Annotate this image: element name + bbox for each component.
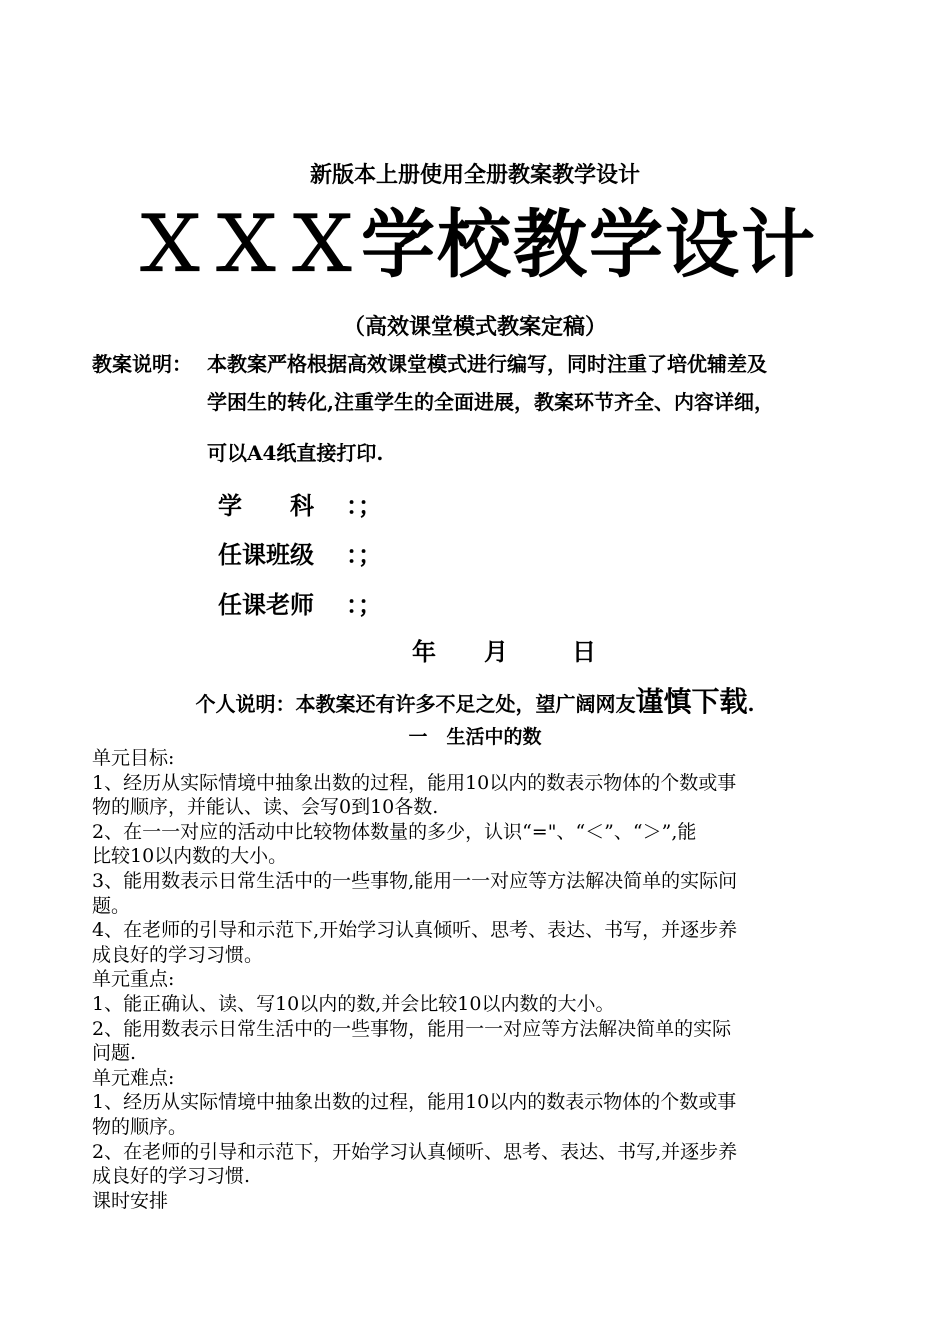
section-title: 一 生活中的数 xyxy=(408,726,542,748)
body-line: 1、经历从实际情境中抽象出数的过程，能用10以内的数表示物体的个数或事 xyxy=(92,771,737,794)
body-line: 单元难点: xyxy=(92,1066,175,1089)
body-line: 课时安排 xyxy=(92,1189,169,1212)
body-line: 问题. xyxy=(92,1042,137,1065)
page-title: ＸＸＸ学校教学设计 xyxy=(133,202,817,288)
field-value-subject: ：； xyxy=(346,492,382,520)
body-line: 2、在老师的引导和示范下，开始学习认真倾听、思考、表达、书写,并逐步养 xyxy=(92,1140,738,1163)
field-label-teacher: 任课老师 xyxy=(218,591,314,619)
note-line-3: 可以A4纸直接打印. xyxy=(207,441,384,465)
field-label-subject xyxy=(218,486,314,521)
body-line: 2、能用数表示日常生活中的一些事物，能用一一对应等方法解决简单的实际 xyxy=(92,1017,732,1040)
date-month: 月 xyxy=(484,637,508,666)
field-label-subject-a: 学 xyxy=(218,492,242,520)
note-line-1: 本教案严格根据高效课堂模式进行编写，同时注重了培优辅差及 xyxy=(207,352,767,376)
personal-note-prefix: 个人说明：本教案还有许多不足之处，望广阔网友 xyxy=(195,692,636,716)
field-label-class: 任课班级 xyxy=(218,541,314,569)
field-value-teacher: ：； xyxy=(346,591,382,619)
personal-note-emphasis: 谨慎下载 xyxy=(635,685,748,718)
top-heading: 新版本上册使用全册教案教学设计 xyxy=(309,162,640,188)
field-value-class: ：； xyxy=(346,541,382,569)
body-line: 比较10以内数的大小。 xyxy=(92,845,288,868)
body-line: 题。 xyxy=(92,894,131,917)
body-line: 物的顺序。 xyxy=(92,1115,188,1138)
date-year: 年 xyxy=(412,637,436,666)
body-line: 1、经历从实际情境中抽象出数的过程，能用10以内的数表示物体的个数或事 xyxy=(92,1091,737,1114)
body-line: 单元重点: xyxy=(92,968,175,991)
body-line: 物的顺序，并能认、读、会写0到10各数. xyxy=(92,796,439,819)
note-line-2: 学困生的转化,注重学生的全面进展，教案环节齐全、内容详细， xyxy=(207,390,774,414)
body-line: 成良好的学习习惯. xyxy=(92,1165,251,1188)
body-line: 3、能用数表示日常生活中的一些事物,能用一一对应等方法解决简单的实际问 xyxy=(92,869,738,892)
body-line: 1、能正确认、读、写10以内的数,并会比较10以内数的大小。 xyxy=(92,992,615,1015)
date-day: 日 xyxy=(572,637,596,666)
body-text xyxy=(92,746,862,1213)
body-line: 单元目标: xyxy=(92,747,175,769)
note-label: 教案说明： xyxy=(92,352,192,376)
body-line: 2、在一一对应的活动中比较物体数量的多少，认识“="、“＜”、“＞”,能 xyxy=(92,820,697,843)
personal-note xyxy=(0,680,950,720)
field-label-subject-b: 科 xyxy=(290,492,314,520)
subtitle: （高效课堂模式教案定稿） xyxy=(342,314,607,340)
body-line: 成良好的学习习惯。 xyxy=(92,943,264,966)
personal-note-suffix: . xyxy=(747,692,755,716)
body-line: 4、在老师的引导和示范下,开始学习认真倾听、思考、表达、书写，并逐步养 xyxy=(92,919,738,942)
